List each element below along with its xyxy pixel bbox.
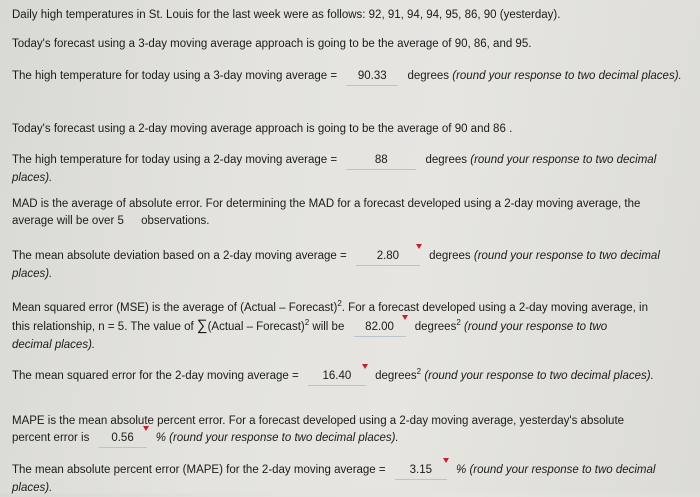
question-3day: [12, 68, 692, 86]
forecast-3day-desc: Today's forecast using a 3-day moving average approach is going to be the average of: [12, 38, 452, 50]
mad-def-value: 5: [117, 215, 124, 227]
question-2day-label: The high temperature for today using a 2-day moving average =: [12, 154, 338, 166]
question-3day-unit: degrees: [407, 70, 450, 82]
question-mse-exp: 2: [416, 367, 422, 377]
question-mape-note: % (round your response to two decimal places).: [12, 464, 656, 494]
forecast-2day-period: .: [509, 123, 513, 135]
forecast-2day-text: [12, 121, 692, 138]
mse-def-exp2: 2: [304, 318, 310, 328]
question-mape: [12, 462, 692, 497]
answer-2day-value: 88: [374, 154, 388, 166]
question-mse-label: The mean squared error for the 2-day moving average =: [12, 370, 299, 382]
question-3day-note: (round your response to two decimal places).: [452, 70, 682, 82]
answer-mse-sum-marker-icon: [402, 315, 408, 320]
question-2day-note: (round your response to two decimal places).: [12, 154, 657, 184]
mse-def-2b: (Actual – Forecast): [207, 321, 305, 333]
answer-3day-field[interactable]: [346, 68, 398, 86]
question-3day-label: The high temperature for today using a 3-day moving average =: [12, 70, 338, 82]
mad-def-line2: [12, 213, 692, 230]
mad-def-2b: observations.: [141, 215, 210, 227]
mape-def-line2: [12, 430, 692, 448]
mse-def-1b: . For a forecast developed using a 2-day moving average, in: [341, 302, 649, 314]
question-2day: [12, 152, 692, 187]
mape-definition: [12, 413, 692, 448]
mse-def-2c: will be: [312, 321, 345, 333]
forecast-3day-text: [12, 36, 692, 53]
mape-def-line1: MAPE is the mean absolute percent error. For a forecast developed using a 2-day moving average, yesterday's absolute: [12, 415, 625, 427]
mad-definition: [12, 196, 692, 230]
answer-mape-abs-field[interactable]: [99, 430, 147, 448]
forecast-3day-period: .: [528, 38, 532, 50]
answer-mad-field[interactable]: [356, 248, 420, 266]
question-mad-note: (round your response to two decimal places).: [12, 250, 660, 280]
answer-mape-field[interactable]: [395, 462, 447, 480]
mse-def-1a: Mean squared error (MSE) is the average of (Actual – Forecast): [12, 302, 338, 314]
answer-mape-value: 3.15: [409, 464, 433, 476]
mse-def-line1: [12, 300, 692, 317]
forecast-2day-desc: Today's forecast using a 2-day moving average approach is going to be the average of: [12, 123, 452, 135]
mape-def-2b: % (round your response to two decimal places).: [155, 432, 399, 444]
forecast-2day-values: 90 and 86: [454, 123, 506, 135]
mad-def-2a: average will be over: [12, 215, 115, 227]
answer-mape-marker-icon: [443, 458, 449, 463]
question-mse-note: (round your response to two decimal places).: [424, 370, 654, 382]
answer-mad-marker-icon: [416, 244, 422, 249]
mse-def-exp3: 2: [456, 318, 461, 328]
forecast-3day-values: 90, 86, and 95: [454, 38, 529, 50]
question-mse: [12, 368, 692, 386]
question-mad: [12, 248, 692, 283]
answer-mape-abs-marker-icon: [143, 426, 149, 431]
answer-mape-abs-value: 0.56: [111, 432, 134, 444]
mape-def-2a: percent error is: [12, 432, 90, 444]
mse-def-note-b: decimal places).: [12, 339, 96, 351]
question-mape-label: The mean absolute percent error (MAPE) for the 2-day moving average =: [12, 464, 386, 476]
answer-mad-value: 2.80: [376, 250, 400, 262]
intro-text: Daily high temperatures in St. Louis for the last week were as follows: 92, 91, 94, 94, 95, 86, 90 (yesterday).: [12, 9, 561, 21]
answer-mse-marker-icon: [362, 364, 368, 369]
question-2day-unit: degrees: [425, 154, 468, 166]
mad-def-line1: MAD is the average of absolute error. For determining the MAD for a forecast developed using a 2-day moving average, the: [12, 198, 641, 210]
question-mad-unit: degrees: [429, 250, 471, 262]
question-mad-label: The mean absolute deviation based on a 2-day moving average =: [12, 250, 347, 262]
mse-def-exp1: 2: [337, 299, 342, 309]
sum-symbol: ∑: [196, 317, 208, 334]
mse-def-line2: [12, 317, 692, 337]
answer-mse-sum-value: 82.00: [365, 321, 394, 333]
mse-def-note-a: (round your response to two: [463, 321, 608, 333]
mse-def-unit: degrees: [414, 321, 457, 333]
answer-mse-field[interactable]: [308, 368, 366, 386]
mse-definition: [12, 300, 692, 354]
answer-mse-value: 16.40: [322, 370, 352, 382]
answer-mse-sum-field[interactable]: [354, 319, 406, 337]
mse-def-2a: this relationship, n = 5. The value of: [12, 321, 194, 333]
answer-3day-value: 90.33: [357, 70, 387, 82]
question-mse-unit: degrees: [375, 370, 417, 382]
answer-2day-field[interactable]: [346, 152, 416, 170]
